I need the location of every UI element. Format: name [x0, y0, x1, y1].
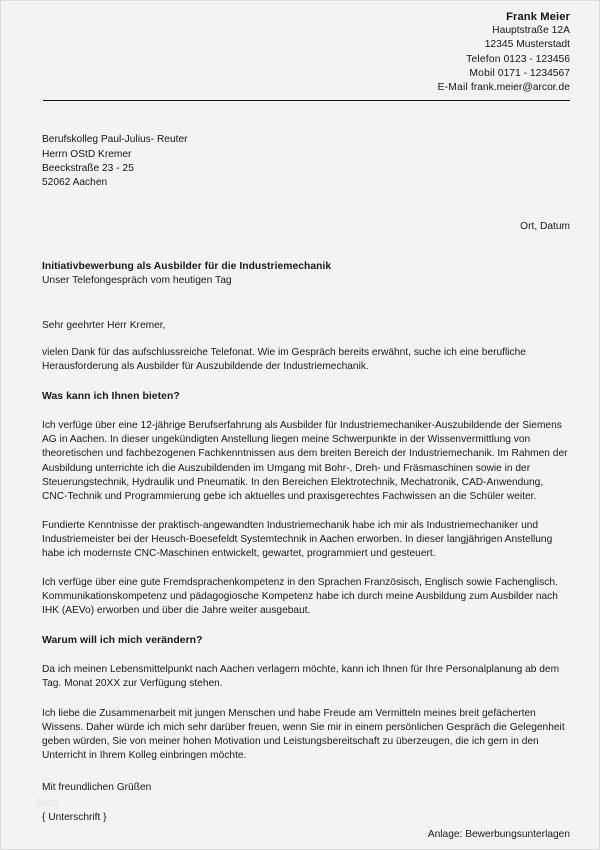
- sender-name: Frank Meier: [506, 11, 570, 23]
- heading-why-change: Warum will ich mich verändern?: [42, 635, 203, 647]
- header-divider: [43, 100, 570, 101]
- subject-block: [42, 260, 585, 289]
- place-and-date: Ort, Datum: [520, 220, 570, 232]
- recipient-person: Herrn OStD Kremer: [42, 148, 132, 160]
- sender-address-block: [42, 10, 585, 95]
- sender-email-value: frank.meier@arcor.de: [470, 82, 570, 94]
- sender-street: Hauptstraße 12A: [492, 25, 570, 37]
- blog-watermark: blog: [37, 797, 60, 809]
- subject-subline: Unser Telefongespräch vom heutigen Tag: [42, 275, 232, 287]
- heading-what-can-i-offer: Was kann ich Ihnen bieten?: [42, 391, 180, 403]
- paragraph-languages: Ich verfüge über eine gute Fremdsprachenkompetenz in den Sprachen Französisch, Englisch sowie Fachenglisch. Kommunikationskompetenz und pädagogiosche Kompetenz habe ich durch meine Ausbildung zum Ausbilder nach IHK (AEVo) erworben und über die Jahre weiter ausgebaut.: [42, 577, 558, 617]
- recipient-organization: Berufskolleg Paul-Julius- Reuter: [42, 134, 188, 146]
- sender-email: [42, 81, 570, 95]
- salutation: Sehr geehrter Herr Kremer,: [42, 320, 166, 332]
- subject-line: Initiativbewerbung als Ausbilder für die Industriemechanik: [42, 260, 332, 272]
- recipient-city: 52062 Aachen: [42, 177, 108, 189]
- sender-mobile: [42, 67, 570, 81]
- paragraph-motivation: Ich liebe die Zusammenarbeit mit jungen Menschen und habe Freude am Vermitteln meines breit gefächerten Wissens. Daher würde ich mich sehr darüber freuen, wenn Sie mir in einem persönlichen Gespräch die Gelegenheit geben würden, Sie von meiner hohen Motivation und Leistungsbereitschaft zu überzeugen, die ich gern in den Unterricht in Ihrem Kolleg einbringen möchte.: [42, 707, 565, 761]
- sender-phone-label: Telefon: [466, 53, 501, 65]
- paragraph-practice: Fundierte Kenntnisse der praktisch-angewandten Industriemechanik habe ich mir als Industriemechaniker und Industriemeister bei der Heusch-Boesefeldt Systemtechnik in Aachen erworben. In dieser langjährigen Anstellung habe ich modernste CNC-Maschinen entwickelt, gewartet, programmiert und gesteuert.: [42, 519, 553, 559]
- paragraph-intro: vielen Dank für das aufschlussreiche Telefonat. Wie im Gespräch bereits erwähnt, suche ich eine berufliche Herausforderung als Ausbilder für Auszubildende der Industriemechanik.: [42, 347, 526, 373]
- recipient-address-block: [42, 133, 585, 191]
- enclosure-note: Anlage: Bewerbungsunterlagen: [427, 828, 570, 840]
- signature-placeholder: { Unterschrift }: [42, 811, 107, 823]
- sender-mobile-label: Mobil: [469, 67, 495, 79]
- sender-phone: [42, 53, 570, 67]
- sender-email-label: E-Mail: [437, 82, 468, 94]
- paragraph-experience: Ich verfüge über eine 12-jährige Berufserfahrung als Ausbilder für Industriemechaniker-Auszubildende der Siemens AG in Aachen. In dieser ungekündigten Anstellung liegen meine Schwerpunkte in der Wissenvermittlung von theoretischen und fachbezogenen Fachkenntnissen aus dem breiten Bereich der Industriemechanik. Im Rahmen der Ausbildung unterrichte ich die Auszubildenden im Umgang mit Bohr-, Dreh- und Fräsmaschinen sowie in der Steuerungstechnik, Hydraulik und Pneumatik. In den Bereichen Elektrotechnik, Mechatronik, CAD-Anwendung, CNC-Technik und Programmierung gebe ich aktuelles und praxisgerechtes Fachwissen an die Schüler weiter.: [42, 420, 568, 502]
- sender-city: 12345 Musterstadt: [484, 39, 570, 51]
- sender-mobile-value: 0171 - 1234567: [497, 67, 570, 79]
- closing-greeting: Mit freundlichen Grüßen: [42, 781, 152, 793]
- recipient-street: Beeckstraße 23 - 25: [42, 163, 134, 175]
- sender-phone-value: 0123 - 123456: [503, 53, 570, 65]
- paragraph-availability: Da ich meinen Lebensmittelpunkt nach Aachen verlagern möchte, kann ich Ihnen für Ihre Personalplanung ab dem Tag. Monat 20XX zur Verfügung stehen.: [42, 664, 560, 690]
